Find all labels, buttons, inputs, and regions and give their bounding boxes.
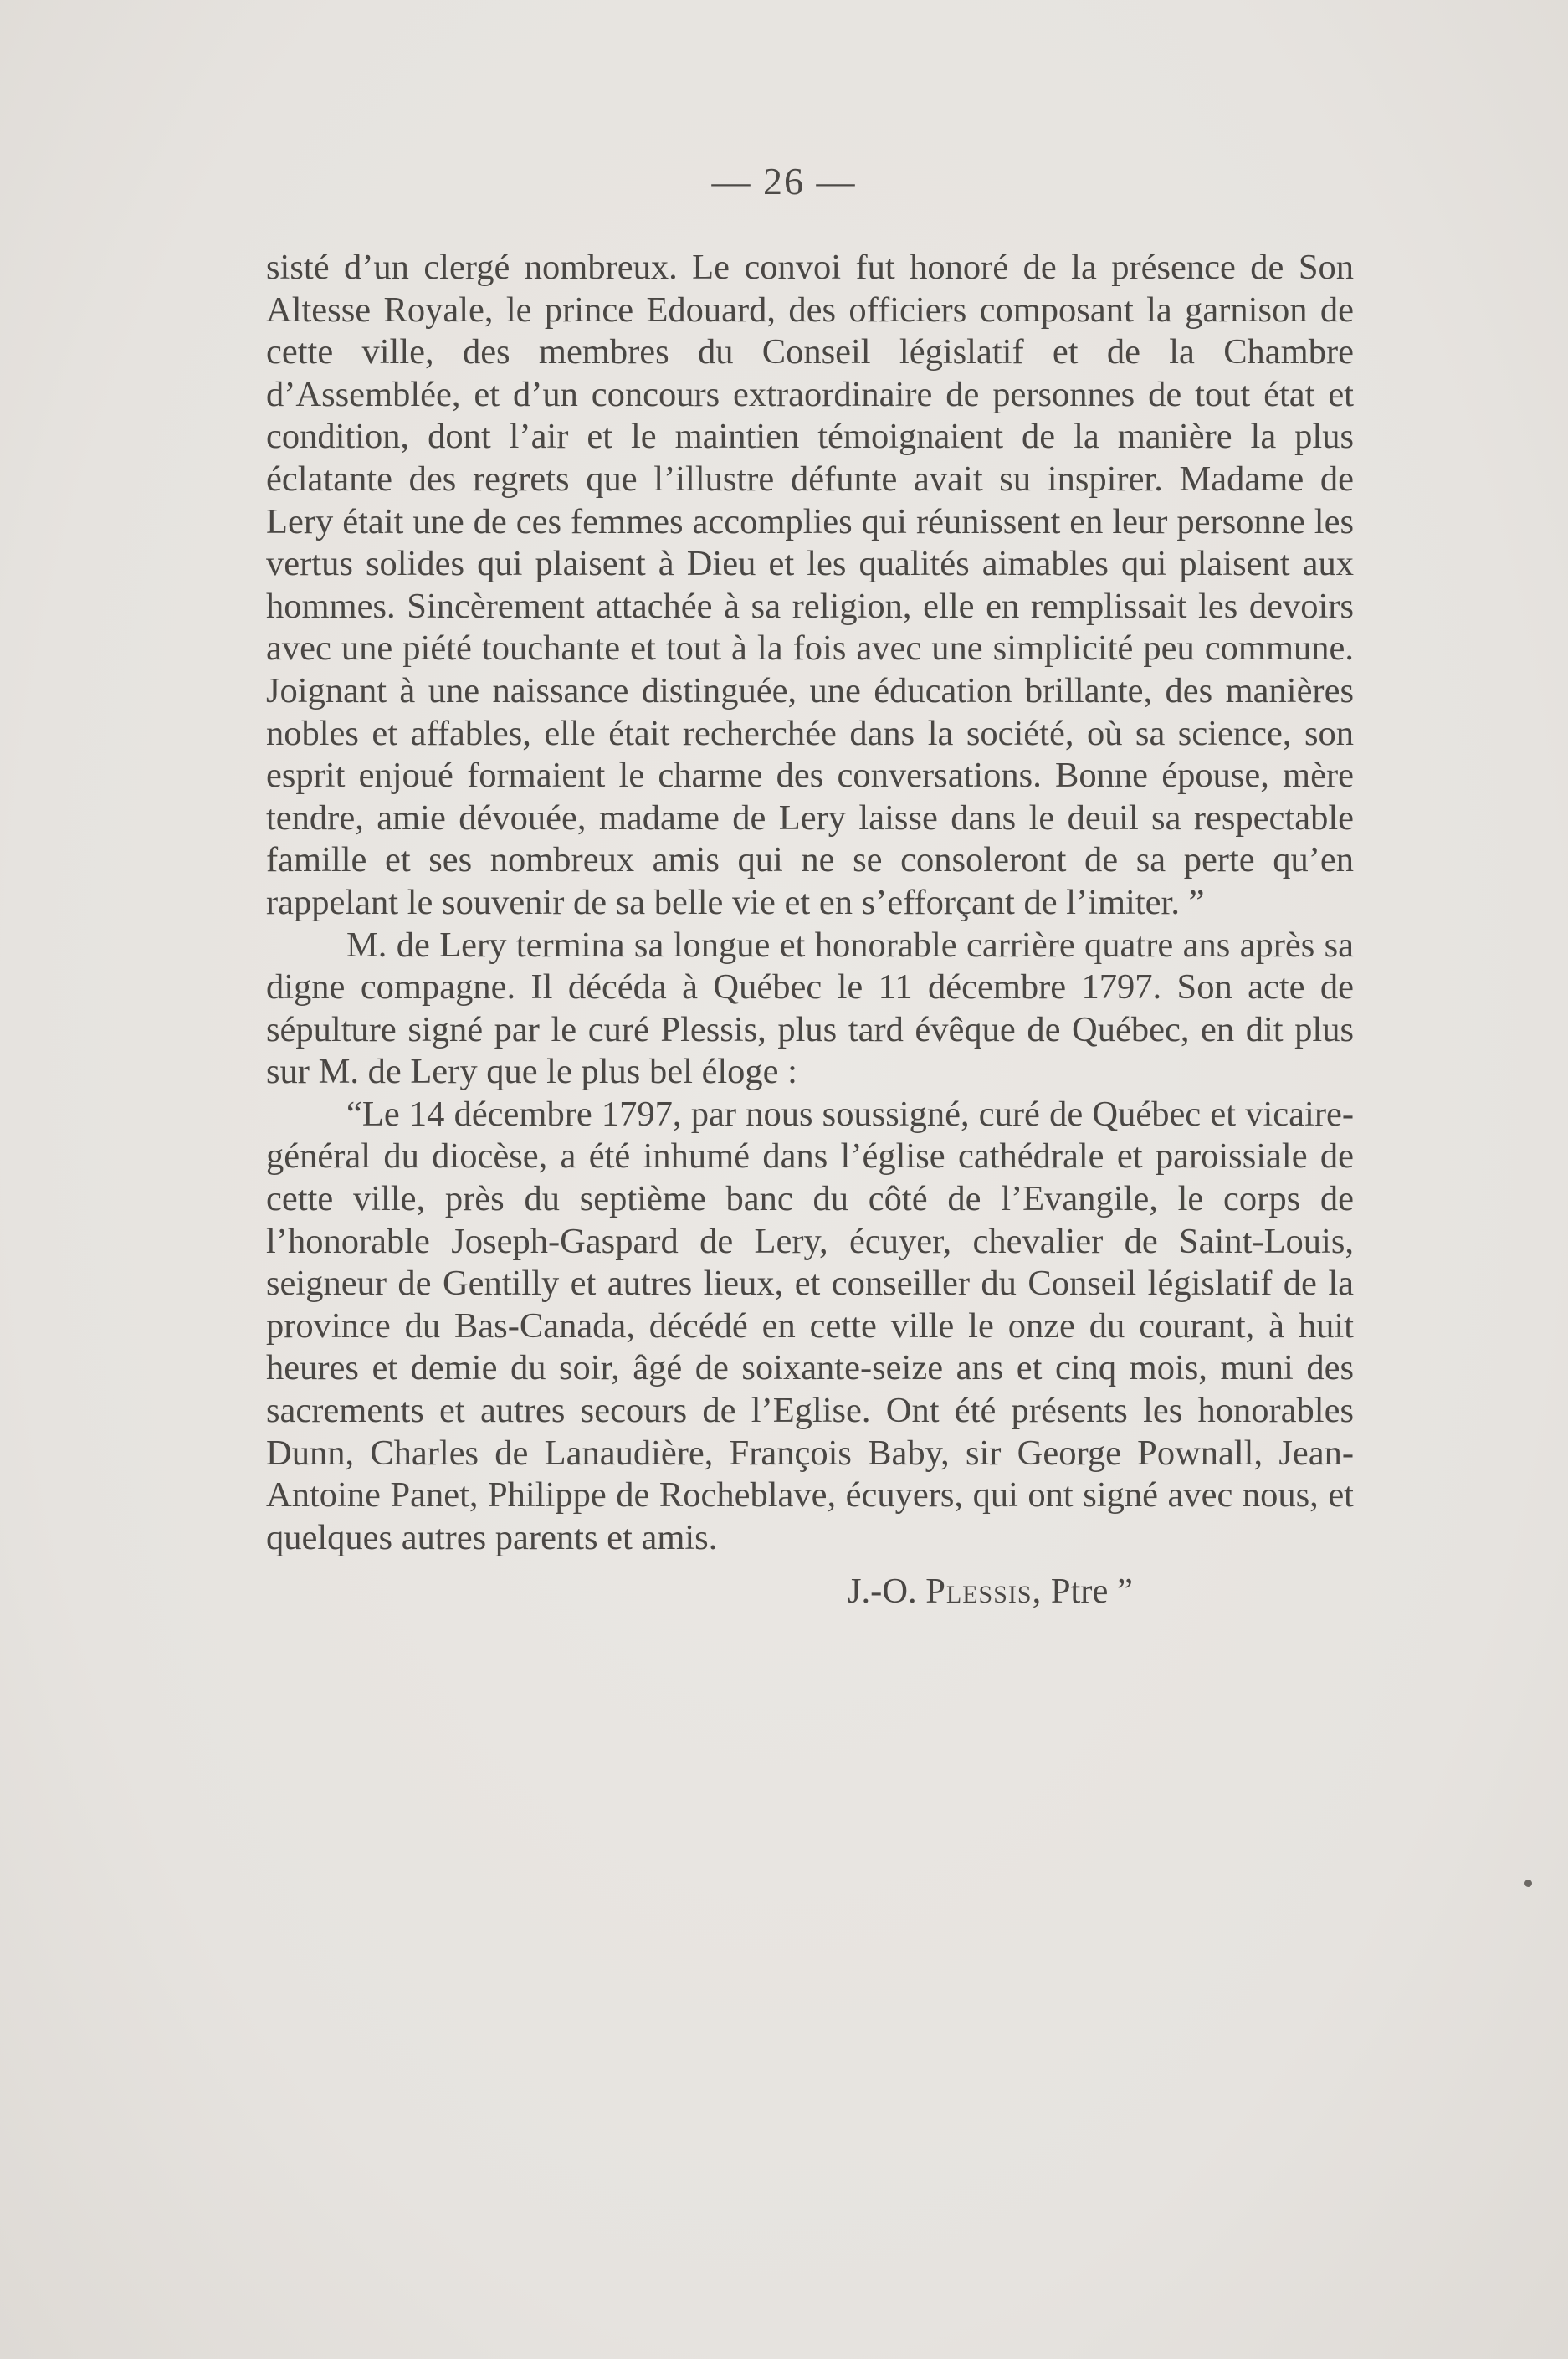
body-text <box>266 247 1354 1613</box>
signature-name: Plessis, <box>925 1572 1043 1612</box>
signature-title: Ptre ” <box>1050 1572 1133 1612</box>
paragraph-obituary-continued: sisté d’un clergé nombreux. Le convoi fut honoré de la présence de Son Altesse Royale, le prince Edouard, des officiers composant la garnison de cette ville, des membres du Conseil législatif et de la Chambre d’Assemblée, et d’un concours extraordinaire de personnes de tout état et condition, dont l’air et le maintien témoignaient de la manière la plus éclatante des regrets que l’illustre défunte avait su inspirer. Madame de Lery était une de ces femmes accomplies qui réunissent en leur personne les vertus solides qui plaisent à Dieu et les qualités aimables qui plaisent aux hommes. Sincèrement attachée à sa religion, elle en remplissait les devoirs avec une piété touchante et tout à la fois avec une simplicité peu commune. Joignant à une naissance distinguée, une éducation brillante, des manières nobles et affables, elle était recherchée dans la société, où sa science, son esprit enjoué formaient le charme des conversations. Bonne épouse, mère tendre, amie dévouée, madame de Lery laisse dans le deuil sa respectable famille et ses nombreux amis qui ne se consoleront de sa perte qu’en rappelant le souvenir de sa belle vie et en s’efforçant de l’imiter. ” <box>266 248 1354 922</box>
paragraph-death-of-de-lery: M. de Lery termina sa longue et honorable carrière quatre ans après sa digne compagne. Il décéda à Québec le 11 décembre 1797. Son acte de sépulture signé par le curé Plessis, plus tard évêque de Québec, en dit plus sur M. de Lery que le plus bel éloge : <box>266 925 1354 1092</box>
paragraph-burial-record: “Le 14 décembre 1797, par nous soussigné, curé de Québec et vicaire-général du diocèse, a été inhumé dans l’église cathédrale et paroissiale de cette ville, près du septième banc du côté de l’Evangile, le corps de l’honorable Joseph-Gaspard de Lery, écuyer, chevalier de Saint-Louis, seigneur de Gentilly et autres lieux, et conseiller du Conseil législatif de la province du Bas-Canada, décédé en cette ville le onze du courant, à huit heures et demie du soir, âgé de soixante-seize ans et cinq mois, muni des sacrements et autres secours de l’Eglise. Ont été présents les honorables Dunn, Charles de Lanaudière, François Baby, sir George Pownall, Jean-Antoine Panet, Philippe de Rocheblave, écuyers, qui ont signé avec nous, et quelques autres parents et amis. <box>266 1094 1354 1557</box>
signature <box>266 1571 1354 1613</box>
page-number: — 26 — <box>711 160 857 203</box>
signature-initials: J.-O. <box>848 1572 917 1612</box>
paper-speck <box>1524 1880 1532 1887</box>
